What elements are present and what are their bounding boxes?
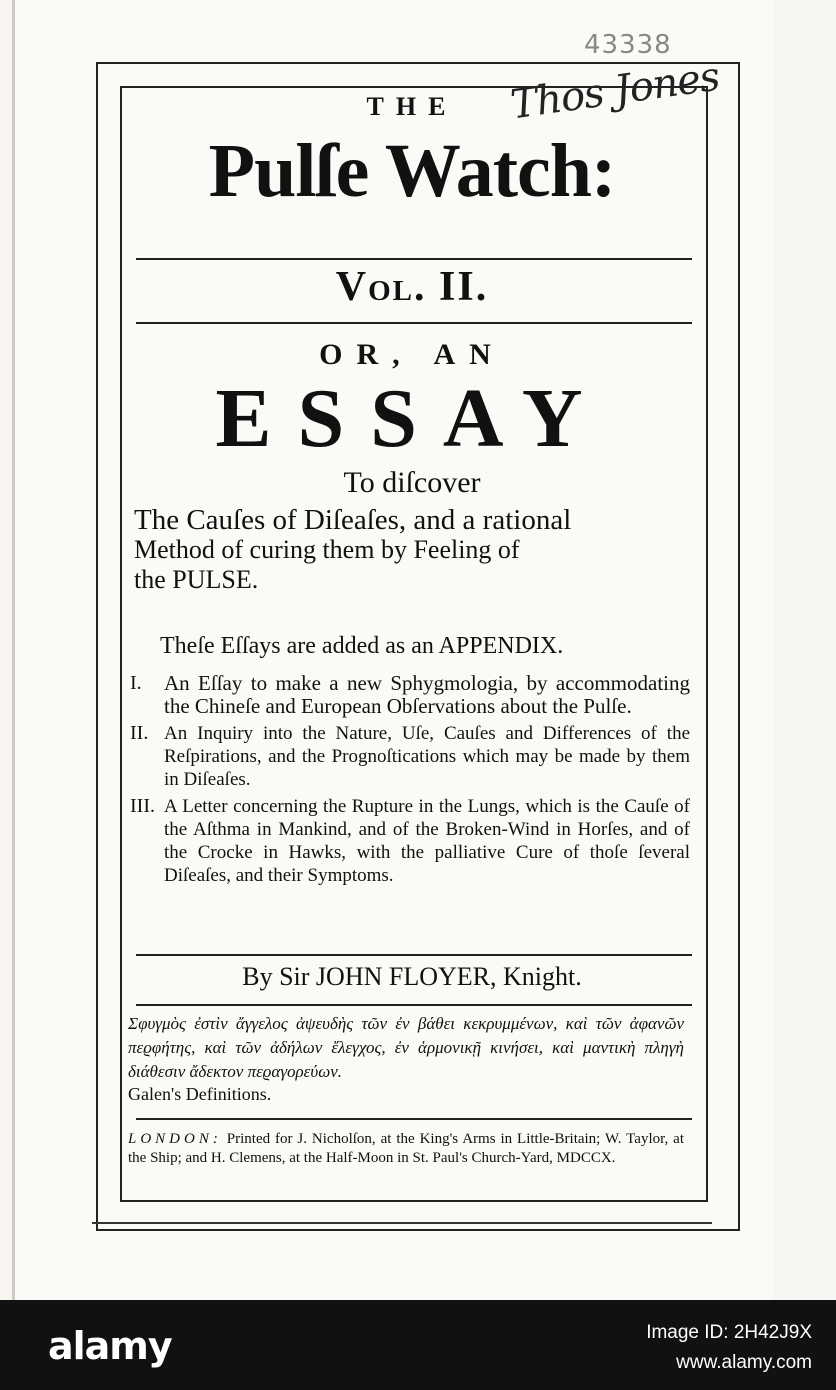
- description-line: The Cauſes of Diſeaſes, and a rational: [134, 504, 572, 536]
- item-text: An Eſſay to make a new Sphygmologia, by accommodating the Chineſe and European Obſervations about the Pulſe.: [164, 671, 690, 718]
- appendix-note: Theſe Eſſays are added as an APPENDIX.: [160, 633, 564, 659]
- bottom-rule: [92, 1222, 712, 1224]
- volume-rule: [136, 322, 692, 324]
- alamy-logo: alamy: [48, 1324, 172, 1368]
- imprint: [128, 1130, 684, 1168]
- shelfmark: 43338: [584, 30, 672, 60]
- item-number: I.: [130, 672, 142, 694]
- or-an-heading: OR, AN: [319, 338, 505, 371]
- item-number: II.: [130, 722, 149, 744]
- page-title: Pulſe Watch:: [208, 129, 616, 213]
- greek-epigraph: Σφυγμὸς ἐστὶν ἄγγελος ἀψευδὴς τῶν ἐν βάθει κεκρυμμένων, καὶ τῶν ἀφανῶν πεϱφήτης, καὶ τῶν ἀδήλων ἔλεγχος, ἐν ἁρμονικῇ κινήσει, καὶ μαντικὴ πληγὴ διάθεσιν ἄδεκτον πεϱαγορεύων.: [128, 1014, 684, 1081]
- essay-heading: ESSAY: [215, 372, 609, 465]
- list-item: [130, 722, 690, 791]
- author-rule-bottom: [136, 1004, 692, 1006]
- epigraph-attribution: Galen's Definitions.: [128, 1084, 272, 1104]
- stock-info: [646, 1318, 812, 1378]
- author-line: By Sir JOHN FLOYER, Knight.: [242, 962, 582, 991]
- item-text: An Inquiry into the Nature, Uſe, Cauſes and Differences of the Reſpirations, and the Prognoſtications which may be made by them in Diſeaſes.: [164, 723, 690, 790]
- author-rule-top: [136, 954, 692, 956]
- site-url: www.alamy.com: [676, 1352, 812, 1373]
- description-line: the PULSE.: [134, 565, 259, 594]
- imprint-rule: [136, 1118, 692, 1120]
- stock-footer: [0, 1300, 836, 1390]
- title-article: THE: [366, 92, 458, 121]
- description-block: [134, 505, 690, 595]
- title-rule: [136, 258, 692, 260]
- item-number: III.: [130, 795, 155, 817]
- handwritten-signature: Thos Jones: [507, 53, 723, 129]
- volume-label: Vol. II.: [335, 264, 489, 310]
- imprint-city: LONDON:: [128, 1131, 222, 1147]
- item-text: A Letter concerning the Rupture in the Lungs, which is the Cauſe of the Aſthma in Mankind, and of the Broken-Wind in Horſes, and of the Crocke in Hawks, with the palliative Cure of thoſe ſeveral Diſeaſes, and their Symptoms.: [164, 796, 690, 886]
- list-item: [130, 672, 690, 718]
- page-edge: [12, 0, 15, 1300]
- description-line: Method of curing them by Feeling of: [134, 535, 520, 564]
- list-item: [130, 795, 690, 887]
- contents-list: [130, 672, 690, 891]
- image-id: Image ID: 2H42J9X: [646, 1322, 812, 1343]
- subtitle: To diſcover: [343, 466, 481, 499]
- imprint-text: Printed for J. Nicholſon, at the King's Arms in Little-Britain; W. Taylor, at the Ship; and H. Clemens, at the Half-Moon in St. Paul's Church-Yard, MDCCX.: [128, 1131, 684, 1166]
